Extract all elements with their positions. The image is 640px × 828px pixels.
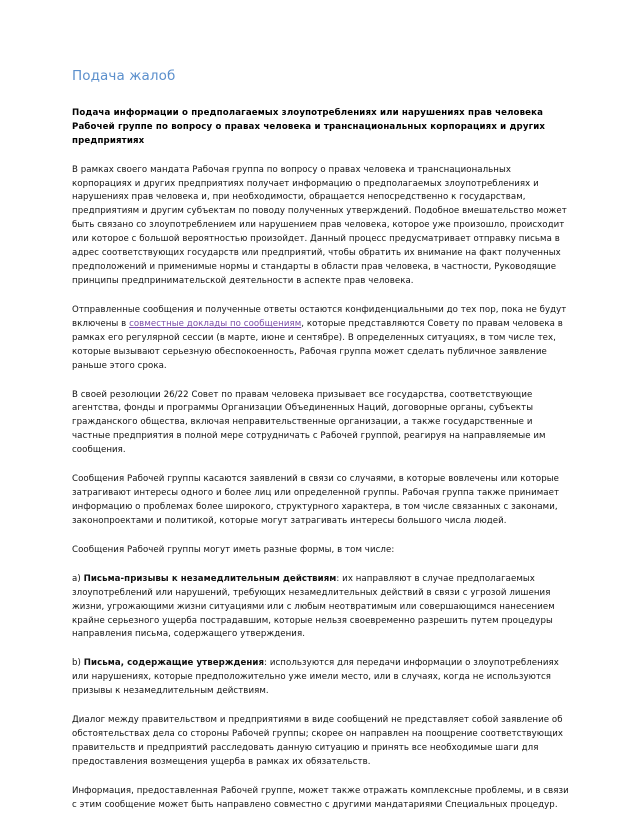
list-item-a-title: Письма-призывы к незамедлительным действиям: [83, 573, 337, 584]
paragraph-confidentiality: [72, 304, 569, 374]
paragraph-confidentiality-text-before: Отправленные сообщения и полученные ответы остаются конфиденциальными до тех пор, пока не будут включены в: [72, 304, 567, 329]
paragraph-joint-special-procedures: Информация, предоставленная Рабочей группе, может также отражать комплексные проблемы, и в связи с этим сообщение может быть направлено совместно с другими мандатариями Специальных процедур.: [72, 785, 569, 810]
paragraph-resolution-26-22: В своей резолюции 26/22 Совет по правам человека призывает все государства, соответствующие агентства, фонды и программы Организации Объединенных Наций, договорные органы, субъекты гражданского общества, включая неправительственные организации, а также государственные и частные предприятия в полной мере сотрудничать с Рабочей группой, реагируя на направляемые им сообщения.: [72, 389, 546, 456]
document-content: [72, 68, 569, 813]
joint-communications-reports-link[interactable]: совместные доклады по сообщениям: [129, 318, 302, 329]
paragraph-scope-of-communications: Сообщения Рабочей группы касаются заявлений в связи со случаями, в которые вовлечены или которые затрагивают интересы одного и более лиц или определенной группы. Рабочая группа также принимает информацию о проблемах более широкого, структурного характера, в том числе связанных с законами, законопроектами и политикой, которые могут затрагивать интересы большого числа людей.: [72, 474, 560, 526]
page-title: Подача жалоб: [72, 68, 176, 84]
list-item-a-urgent-appeals: [72, 573, 569, 643]
paragraph-dialogue-purpose: Диалог между правительством и предприятиями в виде сообщений не представляет собой заявление об обстоятельствах дела со стороны Рабочей группы; скорее он направлен на поощрение соответствующих правительств и предприятий расследовать данную ситуацию и принять все необходимые шаги для предоставления возмещения ущерба в рамках их обязательств.: [72, 715, 564, 767]
list-item-a-marker: а): [72, 573, 84, 584]
paragraph-forms-intro: Сообщения Рабочей группы могут иметь разные формы, в том числе:: [72, 544, 395, 555]
paragraph-confidentiality-text-after: , которые представляются Совету по правам человека в рамках его регулярной сессии (в марте, июне и сентябре). В определенных ситуациях, в том числе тех, которые вызывают серьезную обеспокоенность, Рабочая группа может сделать публичное заявление раньше этого срока.: [72, 318, 563, 371]
list-item-b-marker: b): [72, 658, 84, 669]
list-item-a-description: : их направляют в случае предполагаемых злоупотреблений или нарушений, требующих незамедлительных действий в связи с угрозой лишения жизни, угрожающими жизни ситуациями или с любым неотвратимым или совершающимся нанесением крайне серьезного ущерба пострадавшим, которые нельзя своевременно разрешить путем процедуры направления письма, содержащего утверждения.: [72, 573, 555, 640]
paragraph-mandate-overview: В рамках своего мандата Рабочая группа по вопросу о правах человека и транснациональных корпорациях и других предприятиях получает информацию о предполагаемых злоупотреблениях и нарушениях прав человека и, при необходимости, обращается непосредственно к государствам, предприятиям и другим субъектам по поводу полученных утверждений. Подобное вмешательство может быть связано со злоупотреблением или нарушением прав человека, которое уже произошло, происходит или которое с большой вероятностью произойдет. Данный процесс предусматривает отправку письма в адрес соответствующих государств или предприятий, чтобы обратить их внимание на факт полученных предположений и применимые нормы и стандарты в области прав человека, в частности, Руководящие принципы предпринимательской деятельности в аспекте прав человека.: [72, 164, 567, 287]
list-item-b-allegation-letters: [72, 657, 569, 699]
lead-heading: Подача информации о предполагаемых злоупотреблениях или нарушениях прав человека Рабочей группе по вопросу о правах человека и транснациональных корпорациях и других предприятиях: [72, 107, 546, 146]
list-item-b-description: : используются для передачи информации о злоупотреблениях или нарушениях, которые предположительно уже имели место, или в случаях, когда не используются призывы к незамедлительным действиям.: [72, 658, 559, 697]
list-item-b-title: Письма, содержащие утверждения: [83, 658, 265, 669]
